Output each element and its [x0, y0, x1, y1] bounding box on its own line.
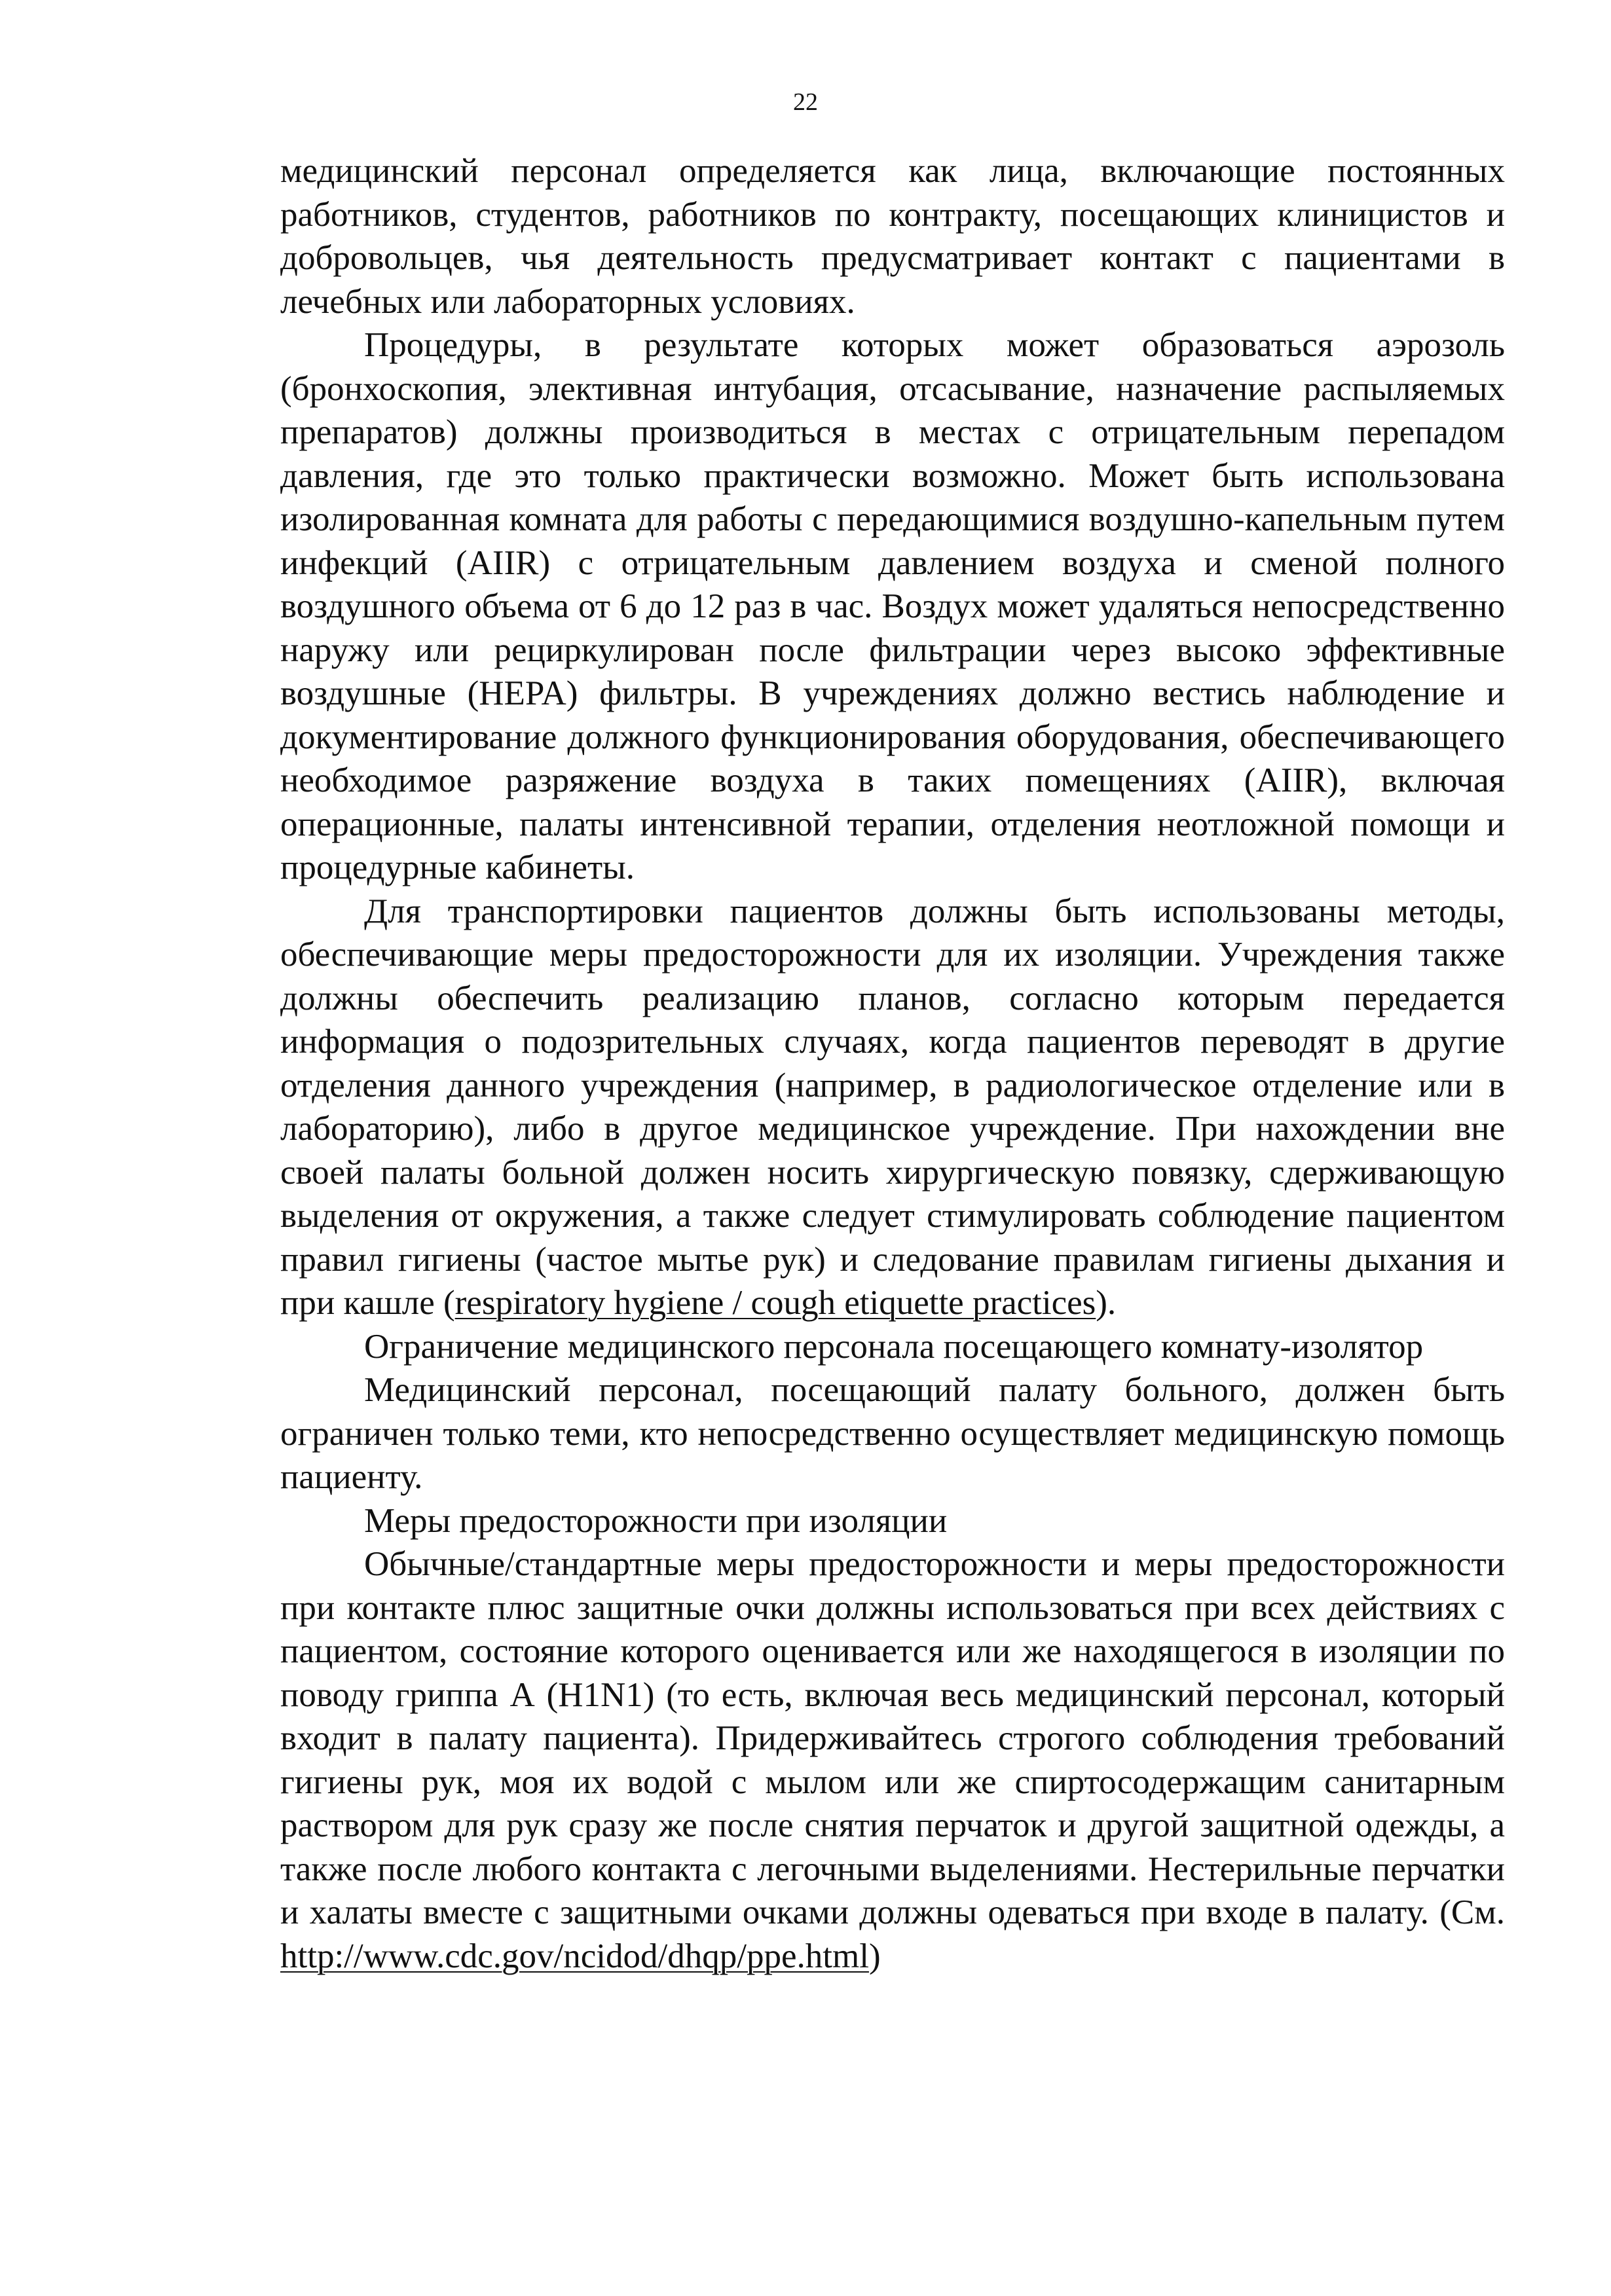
cdc-ppe-link[interactable]: http://www.cdc.gov/ncidod/dhqp/ppe.html	[280, 1937, 869, 1975]
paragraph-text: )	[868, 1937, 881, 1975]
page-number: 22	[793, 88, 818, 116]
respiratory-hygiene-link[interactable]: respiratory hygiene / cough etiquette practices	[454, 1284, 1096, 1322]
heading-staff-restriction: Ограничение медицинского персонала посещающего комнату-изолятор	[364, 1327, 1424, 1366]
paragraph-staff-restriction: Медицинский персонал, посещающий палату больного, должен быть ограничен только теми, кто непосредственно осуществляет медицинскую помощь пациенту.	[280, 1371, 1505, 1496]
heading-isolation-precautions: Меры предосторожности при изоляции	[364, 1501, 948, 1540]
paragraph-text: ).	[1096, 1284, 1117, 1322]
paragraph-aerosol-procedures: Процедуры, в результате которых может образоваться аэрозоль (бронхоскопия, элективная интубация, отсасывание, назначение распыляемых препаратов) должны производиться в местах с отрицательным перепадом давления, где это только практически возможно. Может быть использована изолированная комната для работы с передающимися воздушно-капельным путем инфекций (AIIR) с отрицательным давлением воздуха и сменой полного воздушного объема от 6 до 12 раз в час. Воздух может удаляться непосредственно наружу или рециркулирован после фильтрации через высоко эффективные воздушные (HEPA) фильтры. В учреждениях должно вестись наблюдение и документирование должного функционирования оборудования, обеспечивающего необходимое разряжение воздуха в таких помещениях (AIIR), включая операционные, палаты интенсивной терапии, отделения неотложной помощи и процедурные кабинеты.	[280, 326, 1505, 886]
paragraph-staff-definition: медицинский персонал определяется как лица, включающие постоянных работников, студентов, работников по контракту, посещающих клиницистов и добровольцев, чья деятельность предусматривает контакт с пациентами в лечебных или лабораторных условиях.	[280, 152, 1505, 321]
paragraph-isolation-precautions	[280, 1542, 1505, 1978]
document-body	[280, 149, 1505, 1978]
paragraph-text: Обычные/стандартные меры предосторожности и меры предосторожности при контакте плюс защитные очки должны использоваться при всех действиях с пациентом, состояние которого оценивается или же находящегося в изоляции по поводу гриппа А (H1N1) (то есть, включая весь медицинский персонал, который входит в палату пациента). Придерживайтесь строгого соблюдения требований гигиены рук, моя их водой с мылом или же спиртосодержащим санитарным раствором для рук сразу же после снятия перчаток и другой защитной одежды, а также после любого контакта с легочными выделениями. Нестерильные перчатки и халаты вместе с защитными очками должны одеваться при входе в палату. (См.	[280, 1545, 1505, 1931]
paragraph-patient-transport	[280, 890, 1505, 1325]
paragraph-text: Для транспортировки пациентов должны быть использованы методы, обеспечивающие меры предосторожности для их изоляции. Учреждения также должны обеспечить реализацию планов, согласно которым передается информация о подозрительных случаях, когда пациентов переводят в другие отделения данного учреждения (например, в радиологическое отделение или в лабораторию), либо в другое медицинское учреждение. При нахождении вне своей палаты больной должен носить хирургическую повязку, сдерживающую выделения от окружения, а также следует стимулировать соблюдение пациентом правил гигиены (частое мытье рук) и следование правилам гигиены дыхания и при кашле (	[280, 892, 1505, 1322]
